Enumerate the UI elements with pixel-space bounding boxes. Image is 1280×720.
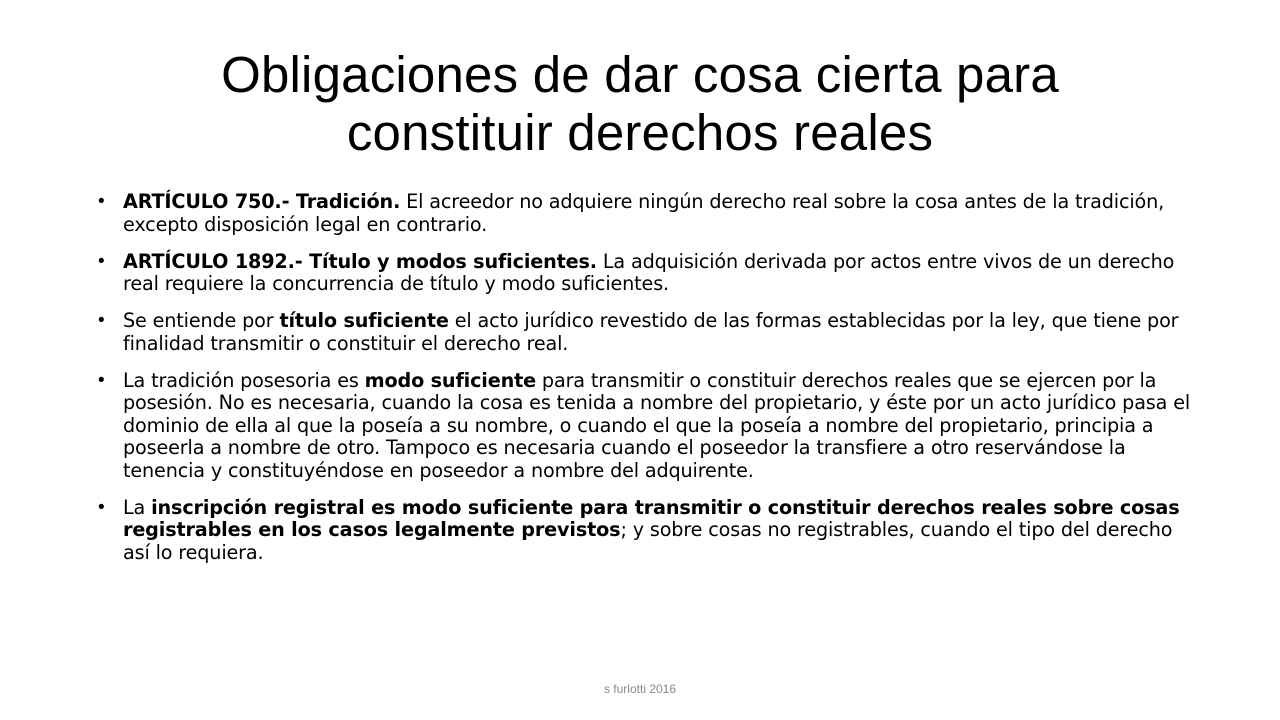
bullet-item-modo-suficiente [98,370,1198,483]
bullet-text: La tradición posesoria es [123,368,365,392]
bullet-icon: • [98,369,105,391]
bullet-bold-text: título suficiente [279,309,449,332]
bullet-text: La [123,495,152,519]
title-line-2: constituir derechos reales [346,104,934,161]
bullet-icon: • [98,250,105,272]
bullet-bold-text: inscripción registral es modo suficiente para transmitir o constituir derechos reales sobre cosas registrables en los casos legalmente previstos [123,495,1180,541]
bullet-bold-text: modo suficiente [364,368,536,392]
bullet-item-titulo-suficiente [98,310,1198,355]
bullet-icon: • [98,310,105,331]
bullet-text: Se entiende por [123,309,280,332]
bullet-text: ; y sobre cosas no registrables, cuando el tipo del derecho así lo requiera. [123,518,1173,564]
bullet-icon: • [98,191,105,212]
footer-credit: s furlotti 2016 [603,682,677,696]
bullet-item-articulo-1892 [98,251,1198,296]
bullet-text: el acto jurídico revestido de las formas establecidas por la ley, que tiene por finalidad transmitir o constituir el derecho real. [123,309,1179,355]
slide-title [80,46,1200,162]
bullet-text: La adquisición derivada por actos entre vivos de un derecho real requiere la concurrencia de título y modo suficientes. [123,249,1175,295]
bullet-item-inscripcion-registral [98,497,1198,565]
bullet-bold-text: ARTÍCULO 750.- Tradición. [123,190,401,213]
bullet-text: El acreedor no adquiere ningún derecho real sobre la cosa antes de la tradición, excepto disposición legal en contrario. [123,190,1165,236]
bullet-text: para transmitir o constituir derechos reales que se ejercen por la posesión. No es necesaria, cuando la cosa es tenida a nombre del propietario, y éste por un acto jurídico pasa el dominio de ella al que la poseía a su nombre, o cuando el que la poseía a nombre del propietario, principia a poseerla a nombre de otro. Tampoco es necesaria cuando el poseedor la transfiere a otro reservándose la tenencia y constituyéndose en poseedor a nombre del adquirente. [123,368,1191,482]
bullet-bold-text: ARTÍCULO 1892.- Título y modos suficientes. [123,249,597,273]
bullet-list [98,191,1198,579]
bullet-icon: • [98,496,105,518]
title-line-1: Obligaciones de dar cosa cierta para [221,46,1059,103]
bullet-item-articulo-750 [98,191,1198,236]
